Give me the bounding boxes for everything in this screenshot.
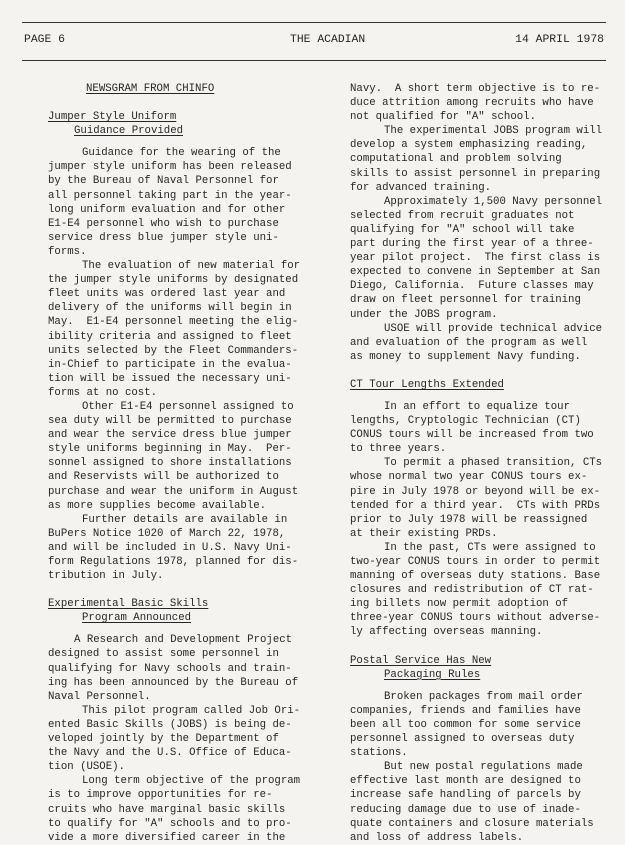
- body-line: Guidance for the wearing of the: [82, 147, 281, 160]
- body-line: companies, friends and families have: [350, 704, 581, 717]
- page-header: [24, 34, 604, 50]
- body-line: qualifying for Navy schools and train-: [48, 662, 292, 675]
- body-line: and loss of address labels.: [350, 831, 524, 844]
- article1-headline-line1: Jumper Style Uniform: [48, 111, 177, 124]
- body-line: selected from recruit graduates not: [350, 209, 575, 222]
- body-line: Navy. A short term objective is to re-: [350, 83, 601, 95]
- body-line: Diego, California. Future classes may: [350, 280, 594, 293]
- body-line: stations.: [350, 747, 408, 760]
- body-line: May. E1-E4 personnel meeting the elig-: [48, 316, 299, 329]
- body-line: three-year CONUS tours without adverse-: [350, 612, 601, 625]
- body-line: to three years.: [350, 443, 447, 456]
- body-line: at their existing PRDs.: [350, 527, 498, 540]
- body-line: to qualify for "A" schools and to pro-: [48, 817, 292, 830]
- body-line: Naval Personnel.: [48, 690, 151, 703]
- article2-continued: [350, 82, 606, 364]
- body-line: qualifying for "A" school will take: [350, 223, 575, 236]
- body-line: ing billets now permit adoption of: [350, 598, 569, 611]
- body-line: under the JOBS program.: [350, 308, 498, 321]
- body-line: units selected by the Fleet Commanders-: [48, 344, 299, 357]
- body-line: Other E1-E4 personnel assigned to: [82, 400, 294, 413]
- body-line: draw on fleet personnel for training: [350, 294, 581, 307]
- body-line: service dress blue jumper style uni-: [48, 231, 279, 244]
- body-line: ly affecting overseas manning.: [350, 626, 543, 639]
- article3-body: [350, 400, 606, 640]
- body-line: pire in July 1978 or beyond will be ex-: [350, 485, 601, 498]
- body-line: manning of overseas duty stations. Base: [350, 570, 601, 583]
- body-line: Long term objective of the program: [82, 775, 301, 788]
- body-line: designed to assist some personnel in: [48, 648, 279, 661]
- body-line: two-year CONUS tours in order to permit: [350, 556, 601, 568]
- body-line: E1-E4 personnel who wish to purchase: [48, 217, 279, 230]
- body-line: reducing damage due to use of inade-: [350, 803, 581, 816]
- right-column: [350, 82, 606, 845]
- article4-headline-line1: Postal Service Has New: [350, 654, 492, 667]
- body-line: sonnel assigned to shore installations: [48, 457, 292, 470]
- body-line: A Research and Development Project: [74, 634, 293, 647]
- body-line: form Regulations 1978, planned for dis-: [48, 556, 299, 568]
- body-line: purchase and wear the uniform in August: [48, 485, 299, 498]
- issue-date: 14 APRIL 1978: [515, 34, 604, 46]
- body-line: This pilot program called Job Ori-: [82, 704, 301, 717]
- body-line: In an effort to equalize tour: [384, 400, 570, 413]
- body-line: The evaluation of new material for: [82, 260, 301, 273]
- body-line: style uniforms beginning in May. Per-: [48, 443, 292, 456]
- body-line: the Navy and the U.S. Office of Educa-: [48, 747, 292, 760]
- article2-body: [48, 633, 318, 844]
- body-line: quate containers and closure materials: [350, 817, 594, 830]
- body-line: the jumper style uniforms by designated: [48, 274, 299, 287]
- article4-body: [350, 690, 606, 845]
- header-rule: [22, 60, 606, 61]
- body-line: and will be included in U.S. Navy Uni-: [48, 541, 292, 554]
- body-line: effective last month are designed to: [350, 775, 581, 788]
- body-line: all personnel taking part in the year-: [48, 189, 292, 202]
- body-line: ibility criteria and assigned to fleet: [48, 330, 292, 343]
- body-line: as money to supplement Navy funding.: [350, 350, 581, 363]
- body-line: tribution in July.: [48, 570, 164, 583]
- page-number: PAGE 6: [24, 34, 66, 46]
- section-title: NEWSGRAM FROM CHINFO: [86, 83, 215, 95]
- body-line: cruits who have marginal basic skills: [48, 803, 286, 816]
- body-line: To permit a phased transition, CTs: [384, 457, 603, 470]
- publication-name: THE ACADIAN: [290, 34, 366, 46]
- body-line: vide a more diversified career in the: [48, 831, 286, 844]
- body-line: is to improve opportunities for re-: [48, 789, 273, 802]
- article4-headline-line2: Packaging Rules: [384, 668, 481, 681]
- body-line: develop a system emphasizing reading,: [350, 139, 588, 152]
- body-line: computational and problem solving: [350, 153, 562, 166]
- body-line: lengths, Cryptologic Technician (CT): [350, 415, 581, 428]
- body-line: in-Chief to participate in the evalua-: [48, 358, 292, 371]
- body-line: forms at no cost.: [48, 386, 158, 399]
- article2-headline-line2: Program Announced: [82, 612, 192, 625]
- body-line: whose normal two year CONUS tours ex-: [350, 471, 588, 484]
- body-line: tion will be issued the necessary uni-: [48, 372, 292, 385]
- top-rule: [22, 22, 606, 23]
- article3-headline: CT Tour Lengths Extended: [350, 378, 504, 391]
- article2-headline-line1: Experimental Basic Skills: [48, 598, 209, 611]
- article1-body: [48, 146, 318, 583]
- body-line: CONUS tours will be increased from two: [350, 429, 594, 442]
- body-line: skills to assist personnel in preparing: [350, 167, 601, 180]
- body-line: for advanced training.: [350, 181, 492, 194]
- body-line: and wear the service dress blue jumper: [48, 429, 292, 442]
- left-column: [48, 82, 318, 845]
- body-line: veloped jointly by the Department of: [48, 733, 279, 746]
- article1-headline-line2: Guidance Provided: [74, 125, 184, 138]
- body-line: Broken packages from mail order: [384, 690, 583, 703]
- body-line: USOE will provide technical advice: [384, 322, 603, 335]
- body-line: ented Basic Skills (JOBS) is being de-: [48, 718, 292, 731]
- body-line: personnel assigned to overseas duty: [350, 733, 575, 746]
- body-line: BuPers Notice 1020 of March 22, 1978,: [48, 527, 286, 540]
- body-line: and evaluation of the program as well: [350, 336, 588, 349]
- body-line: been all too common for some service: [350, 718, 581, 731]
- body-line: fleet units was ordered last year and: [48, 288, 286, 301]
- body-line: But new postal regulations made: [384, 761, 583, 774]
- body-line: prior to July 1978 will be reassigned: [350, 513, 588, 526]
- body-line: sea duty will be permitted to purchase: [48, 415, 292, 428]
- body-line: year pilot project. The first class is: [350, 252, 601, 265]
- body-line: The experimental JOBS program will: [384, 125, 603, 138]
- body-line: by the Bureau of Naval Personnel for: [48, 175, 279, 188]
- body-line: jumper style uniform has been released: [48, 161, 292, 174]
- body-line: delivery of the uniforms will begin in: [48, 302, 292, 315]
- body-line: Further details are available in: [82, 513, 288, 526]
- body-line: part during the first year of a three-: [350, 238, 594, 251]
- body-line: tion (USOE).: [48, 761, 125, 774]
- body-line: increase safe handling of parcels by: [350, 789, 581, 802]
- body-line: ing has been announced by the Bureau of: [48, 676, 299, 689]
- body-line: duce attrition among recruits who have: [350, 97, 594, 110]
- body-line: and Reservists will be authorized to: [48, 471, 279, 484]
- body-line: expected to convene in September at San: [350, 266, 601, 279]
- body-line: Approximately 1,500 Navy personnel: [384, 195, 603, 208]
- body-line: closures and redistribution of CT rat-: [350, 584, 594, 597]
- body-line: as more supplies become available.: [48, 499, 267, 512]
- body-line: tended for a third year. CTs with PRDs: [350, 499, 601, 512]
- body-line: long uniform evaluation and for other: [48, 203, 286, 216]
- body-line: In the past, CTs were assigned to: [384, 541, 596, 554]
- body-line: not qualified for "A" school.: [350, 111, 536, 124]
- body-line: forms.: [48, 245, 87, 258]
